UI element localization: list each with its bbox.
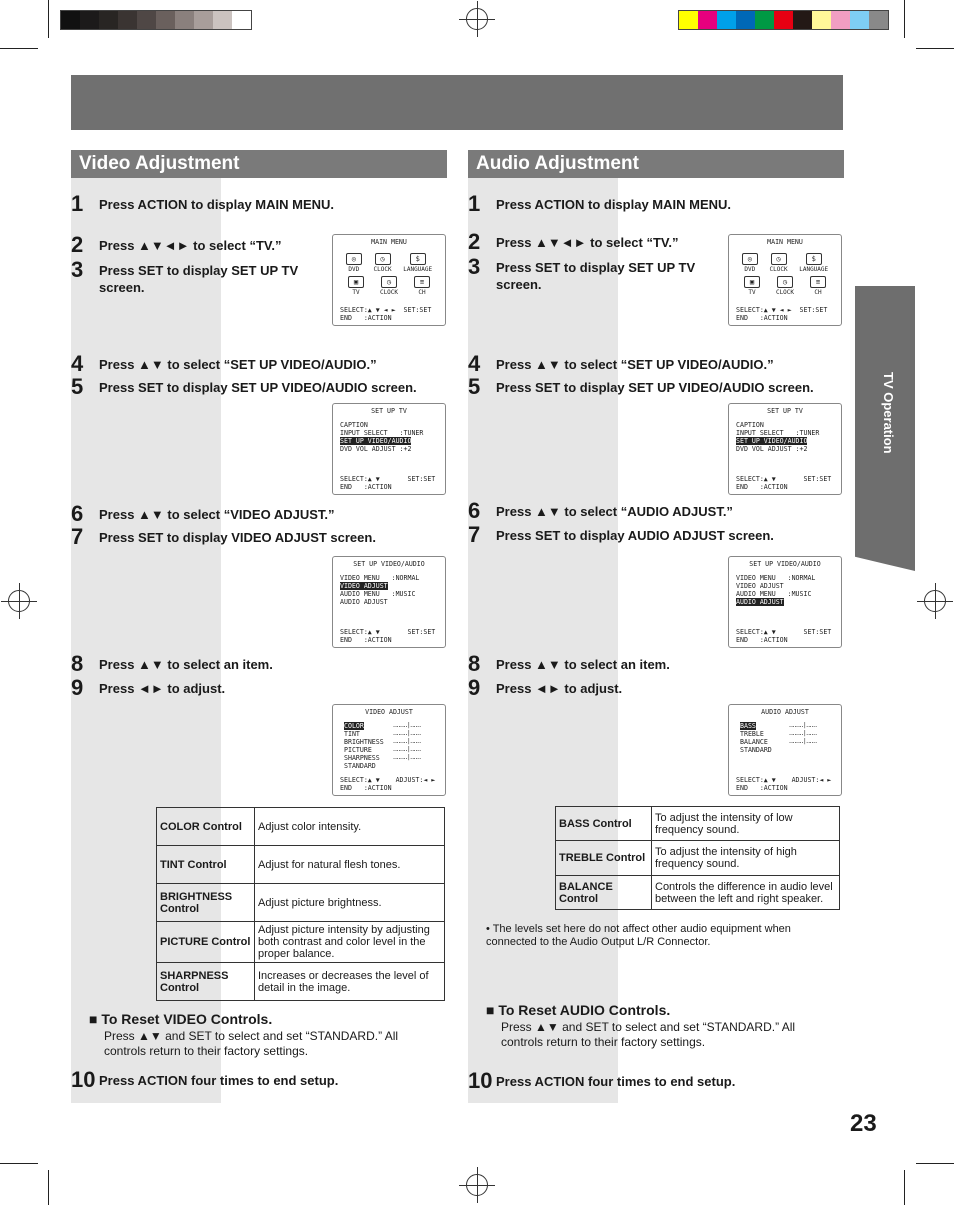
channel-icon: ≡	[810, 276, 826, 288]
screen-footer: END :ACTION	[340, 636, 392, 644]
icon-label: CLOCK	[373, 266, 392, 273]
step-text: Press ◄► to adjust.	[99, 681, 226, 696]
screen-title: MAIN MENU	[767, 238, 803, 246]
side-tab-label: TV Operation	[881, 372, 896, 454]
adjust-item-selected: BASS	[740, 722, 756, 730]
registration-mark-icon	[466, 8, 488, 30]
calibration-swatch	[213, 11, 232, 29]
icon-label: CH	[418, 289, 426, 296]
step-number: 1	[71, 191, 84, 216]
registration-mark-icon	[8, 590, 30, 612]
level-bar: ‥‥‥‥|‥‥‥	[393, 754, 421, 761]
step-number: 4	[468, 351, 481, 376]
menu-line: AUDIO MENU :MUSIC	[736, 590, 812, 598]
icon-label: DVD	[348, 266, 360, 273]
menu-line: VIDEO ADJUST	[736, 582, 784, 590]
screen-title: AUDIO ADJUST	[761, 708, 809, 716]
menu-line-selected: SET UP VIDEO/AUDIO	[736, 437, 808, 445]
color-calibration-bar	[678, 10, 889, 30]
step-number: 2	[71, 232, 84, 257]
step-number: 10	[71, 1067, 96, 1092]
tv-icon: ▣	[348, 276, 364, 288]
audio-reset-text: Press ▲▼ and SET to select and set “STANDARD.” All controls return to their factory settings.	[501, 1020, 796, 1049]
screen-footer: END :ACTION	[340, 483, 392, 491]
table-cell: Increases or decreases the level of detail in the image.	[255, 963, 445, 1001]
screen-footer: SELECT:▲ ▼ SET:SET	[736, 628, 832, 636]
menu-line: VIDEO MENU :NORMAL	[736, 574, 816, 582]
audio-step	[468, 256, 716, 293]
icon-label: CH	[814, 289, 822, 296]
screen-footer: SELECT:▲ ▼ SET:SET	[340, 628, 436, 636]
calibration-swatch	[755, 11, 774, 29]
audio-step	[468, 524, 774, 546]
icon-label: LANGUAGE	[799, 266, 829, 273]
calibration-swatch	[80, 11, 99, 29]
table-cell: To adjust the intensity of low frequency sound.	[652, 807, 840, 841]
screen-title: MAIN MENU	[371, 238, 407, 246]
step-number: 9	[468, 675, 481, 700]
table-cell: TREBLE Control	[556, 841, 652, 876]
table-cell: Adjust for natural flesh tones.	[255, 846, 445, 884]
video-section	[71, 150, 447, 178]
video-step	[71, 526, 376, 548]
step-number: 5	[468, 374, 481, 399]
step-text: Press SET to display SET UP TV screen.	[99, 263, 299, 295]
calibration-swatch	[175, 11, 194, 29]
screen-title: SET UP TV	[767, 407, 803, 415]
video-step	[71, 653, 273, 675]
table-cell: BALANCE Control	[556, 876, 652, 910]
table-cell: BRIGHTNESS Control	[157, 884, 255, 922]
table-cell: Adjust color intensity.	[255, 808, 445, 846]
calibration-swatch	[137, 11, 156, 29]
screen-title: VIDEO ADJUST	[365, 708, 413, 716]
video-reset-title: ■ To Reset VIDEO Controls.	[89, 1011, 273, 1027]
table-row	[556, 807, 840, 841]
video-step	[71, 234, 319, 256]
video-step	[71, 259, 319, 296]
audio-reset-title: ■ To Reset AUDIO Controls.	[486, 1002, 671, 1018]
step-text: Press ▲▼ to select “VIDEO ADJUST.”	[99, 507, 335, 522]
audio-step	[468, 677, 622, 699]
table-row	[157, 963, 445, 1001]
screen-footer: END :ACTION	[340, 314, 392, 322]
calibration-swatch	[194, 11, 213, 29]
video-step	[71, 193, 334, 215]
table-row	[157, 884, 445, 922]
step-number: 1	[468, 191, 481, 216]
main-menu-screen	[728, 234, 842, 326]
icon-label: CLOCK	[775, 289, 795, 296]
calibration-swatch	[831, 11, 850, 29]
step-number: 9	[71, 675, 84, 700]
adjust-item: STANDARD	[344, 762, 376, 770]
step-text: Press SET to display AUDIO ADJUST screen.	[496, 528, 774, 543]
step-number: 8	[71, 651, 84, 676]
language-icon: $	[410, 253, 426, 265]
calibration-swatch	[812, 11, 831, 29]
step-number: 10	[468, 1068, 493, 1093]
calibration-swatch	[156, 11, 175, 29]
screen-footer: SELECT:▲ ▼ ◄ ► SET:SET	[340, 306, 432, 314]
header-bar	[71, 75, 843, 130]
step-text: Press ▲▼ to select an item.	[496, 657, 670, 672]
menu-line: CAPTION	[736, 421, 764, 429]
clock-icon: ◷	[771, 253, 787, 265]
video-step	[71, 503, 335, 525]
step-text: Press ◄► to adjust.	[496, 681, 623, 696]
setup-tv-screen	[332, 403, 446, 495]
calibration-swatch	[679, 11, 698, 29]
crop-mark	[0, 1163, 38, 1164]
screen-footer: SELECT:▲ ▼ ADJUST:◄ ►	[736, 776, 832, 784]
clock-icon: ◷	[777, 276, 793, 288]
calibration-swatch	[850, 11, 869, 29]
calibration-swatch	[698, 11, 717, 29]
registration-mark-icon	[466, 1174, 488, 1196]
menu-line: AUDIO ADJUST	[340, 598, 388, 606]
step-text: Press ▲▼◄► to select “TV.”	[99, 238, 282, 253]
icon-label: CLOCK	[379, 289, 399, 296]
table-cell: TINT Control	[157, 846, 255, 884]
step-text: Press ▲▼ to select “SET UP VIDEO/AUDIO.”	[496, 357, 774, 372]
screen-footer: END :ACTION	[736, 636, 788, 644]
step-number: 3	[468, 254, 481, 279]
calibration-swatch	[717, 11, 736, 29]
icon-label: TV	[352, 289, 360, 296]
audio-step	[468, 353, 774, 375]
step-text: Press ACTION four times to end setup.	[496, 1074, 736, 1089]
step-number: 6	[468, 498, 481, 523]
icon-label: DVD	[744, 266, 756, 273]
clock-icon: ◷	[381, 276, 397, 288]
table-cell: Controls the difference in audio level between the left and right speaker.	[652, 876, 840, 910]
audio-adjust-screen	[728, 704, 842, 796]
screen-footer: END :ACTION	[736, 784, 788, 792]
video-controls-table	[156, 807, 445, 1001]
video-reset-text: Press ▲▼ and SET to select and set “STANDARD.” All controls return to their factory settings.	[104, 1029, 399, 1058]
channel-icon: ≡	[414, 276, 430, 288]
video-step	[71, 376, 417, 398]
menu-line: CAPTION	[340, 421, 368, 429]
step-number: 7	[71, 524, 84, 549]
icon-label: TV	[748, 289, 756, 296]
adjust-item: BALANCE	[740, 738, 768, 746]
video-step	[71, 353, 377, 375]
level-bar: ‥‥‥‥|‥‥‥	[789, 738, 817, 745]
audio-note: • The levels set here do not affect other audio equipment when connected to the Audio Output L/R Connector.	[486, 923, 791, 948]
audio-section-title: Audio Adjustment	[468, 150, 844, 178]
step-text: Press SET to display SET UP VIDEO/AUDIO screen.	[99, 380, 417, 395]
level-bar: ‥‥‥‥|‥‥‥	[393, 738, 421, 745]
registration-mark-icon	[924, 590, 946, 612]
step-number: 7	[468, 522, 481, 547]
adjust-item: TINT	[344, 730, 360, 738]
step-text: Press ▲▼ to select “SET UP VIDEO/AUDIO.”	[99, 357, 377, 372]
step-number: 3	[71, 257, 84, 282]
screen-footer: END :ACTION	[340, 784, 392, 792]
setup-video-audio-screen	[728, 556, 842, 648]
menu-line: DVD VOL ADJUST :+2	[340, 445, 412, 453]
calibration-swatch	[869, 11, 888, 29]
language-icon: $	[806, 253, 822, 265]
adjust-item: STANDARD	[740, 746, 772, 754]
step-number: 5	[71, 374, 84, 399]
table-cell: To adjust the intensity of high frequency sound.	[652, 841, 840, 876]
audio-step	[468, 231, 716, 253]
setup-tv-screen	[728, 403, 842, 495]
menu-line: INPUT SELECT :TUNER	[736, 429, 820, 437]
step-number: 4	[71, 351, 84, 376]
screen-title: SET UP VIDEO/AUDIO	[353, 560, 425, 568]
main-menu-screen	[332, 234, 446, 326]
screen-footer: SELECT:▲ ▼ ◄ ► SET:SET	[736, 306, 828, 314]
crop-mark	[0, 48, 38, 49]
dvd-icon: ◎	[742, 253, 758, 265]
step-number: 8	[468, 651, 481, 676]
dvd-icon: ◎	[346, 253, 362, 265]
calibration-swatch	[793, 11, 812, 29]
video-section-title: Video Adjustment	[71, 150, 447, 178]
audio-controls-table	[555, 806, 840, 910]
screen-footer: END :ACTION	[736, 314, 788, 322]
table-row	[556, 841, 840, 876]
table-row	[556, 876, 840, 910]
calibration-swatch	[118, 11, 137, 29]
icon-label: CLOCK	[769, 266, 788, 273]
calibration-swatch	[774, 11, 793, 29]
tv-icon: ▣	[744, 276, 760, 288]
video-step	[71, 1069, 338, 1091]
audio-step	[468, 376, 814, 398]
adjust-item: PICTURE	[344, 746, 372, 754]
crop-mark	[916, 48, 954, 49]
step-text: Press SET to display VIDEO ADJUST screen.	[99, 530, 376, 545]
step-number: 2	[468, 229, 481, 254]
screen-footer: SELECT:▲ ▼ SET:SET	[340, 475, 436, 483]
clock-icon: ◷	[375, 253, 391, 265]
adjust-item: BRIGHTNESS	[344, 738, 384, 746]
table-cell: SHARPNESS Control	[157, 963, 255, 1001]
menu-line: INPUT SELECT :TUNER	[340, 429, 424, 437]
adjust-item: SHARPNESS	[344, 754, 380, 762]
calibration-swatch	[61, 11, 80, 29]
screen-title: SET UP VIDEO/AUDIO	[749, 560, 821, 568]
crop-mark	[904, 1170, 905, 1205]
step-text: Press ACTION to display MAIN MENU.	[496, 197, 731, 212]
video-step	[71, 677, 225, 699]
level-bar: ‥‥‥‥|‥‥‥	[789, 730, 817, 737]
step-text: Press ACTION four times to end setup.	[99, 1073, 339, 1088]
step-number: 6	[71, 501, 84, 526]
table-cell: Adjust picture brightness.	[255, 884, 445, 922]
step-text: Press ACTION to display MAIN MENU.	[99, 197, 334, 212]
screen-title: SET UP TV	[371, 407, 407, 415]
audio-step	[468, 193, 731, 215]
menu-line: DVD VOL ADJUST :+2	[736, 445, 808, 453]
menu-line-selected: VIDEO ADJUST	[340, 582, 388, 590]
icon-label: LANGUAGE	[403, 266, 433, 273]
level-bar: ‥‥‥‥|‥‥‥	[393, 730, 421, 737]
level-bar: ‥‥‥‥|‥‥‥	[789, 722, 817, 729]
step-column-shade	[468, 178, 618, 1103]
table-row	[157, 922, 445, 963]
level-bar: ‥‥‥‥|‥‥‥	[393, 746, 421, 753]
screen-footer: SELECT:▲ ▼ SET:SET	[736, 475, 832, 483]
table-row	[157, 808, 445, 846]
screen-footer: END :ACTION	[736, 483, 788, 491]
step-text: Press SET to display SET UP TV screen.	[496, 260, 696, 292]
adjust-item-selected: COLOR	[344, 722, 364, 730]
audio-section	[468, 150, 844, 178]
menu-line: AUDIO MENU :MUSIC	[340, 590, 416, 598]
crop-mark	[916, 1163, 954, 1164]
calibration-swatch	[232, 11, 251, 29]
step-text: Press ▲▼ to select an item.	[99, 657, 273, 672]
step-text: Press ▲▼◄► to select “TV.”	[496, 235, 679, 250]
menu-line-selected: SET UP VIDEO/AUDIO	[340, 437, 412, 445]
table-cell: Adjust picture intensity by adjusting both contrast and color level in the proper balance.	[255, 922, 445, 963]
menu-line: VIDEO MENU :NORMAL	[340, 574, 420, 582]
table-cell: BASS Control	[556, 807, 652, 841]
audio-step	[468, 500, 733, 522]
audio-step	[468, 653, 670, 675]
table-cell: PICTURE Control	[157, 922, 255, 963]
step-text: Press SET to display SET UP VIDEO/AUDIO screen.	[496, 380, 814, 395]
table-row	[157, 846, 445, 884]
adjust-item: TREBLE	[740, 730, 764, 738]
crop-mark	[48, 1170, 49, 1205]
video-adjust-screen	[332, 704, 446, 796]
setup-video-audio-screen	[332, 556, 446, 648]
step-text: Press ▲▼ to select “AUDIO ADJUST.”	[496, 504, 733, 519]
crop-mark	[904, 0, 905, 38]
level-bar: ‥‥‥‥|‥‥‥	[393, 722, 421, 729]
screen-footer: SELECT:▲ ▼ ADJUST:◄ ►	[340, 776, 436, 784]
grayscale-calibration-bar	[60, 10, 252, 30]
crop-mark	[48, 0, 49, 38]
table-cell: COLOR Control	[157, 808, 255, 846]
calibration-swatch	[99, 11, 118, 29]
calibration-swatch	[736, 11, 755, 29]
menu-line-selected: AUDIO ADJUST	[736, 598, 784, 606]
page-number: 23	[850, 1110, 877, 1137]
audio-step	[468, 1070, 735, 1092]
